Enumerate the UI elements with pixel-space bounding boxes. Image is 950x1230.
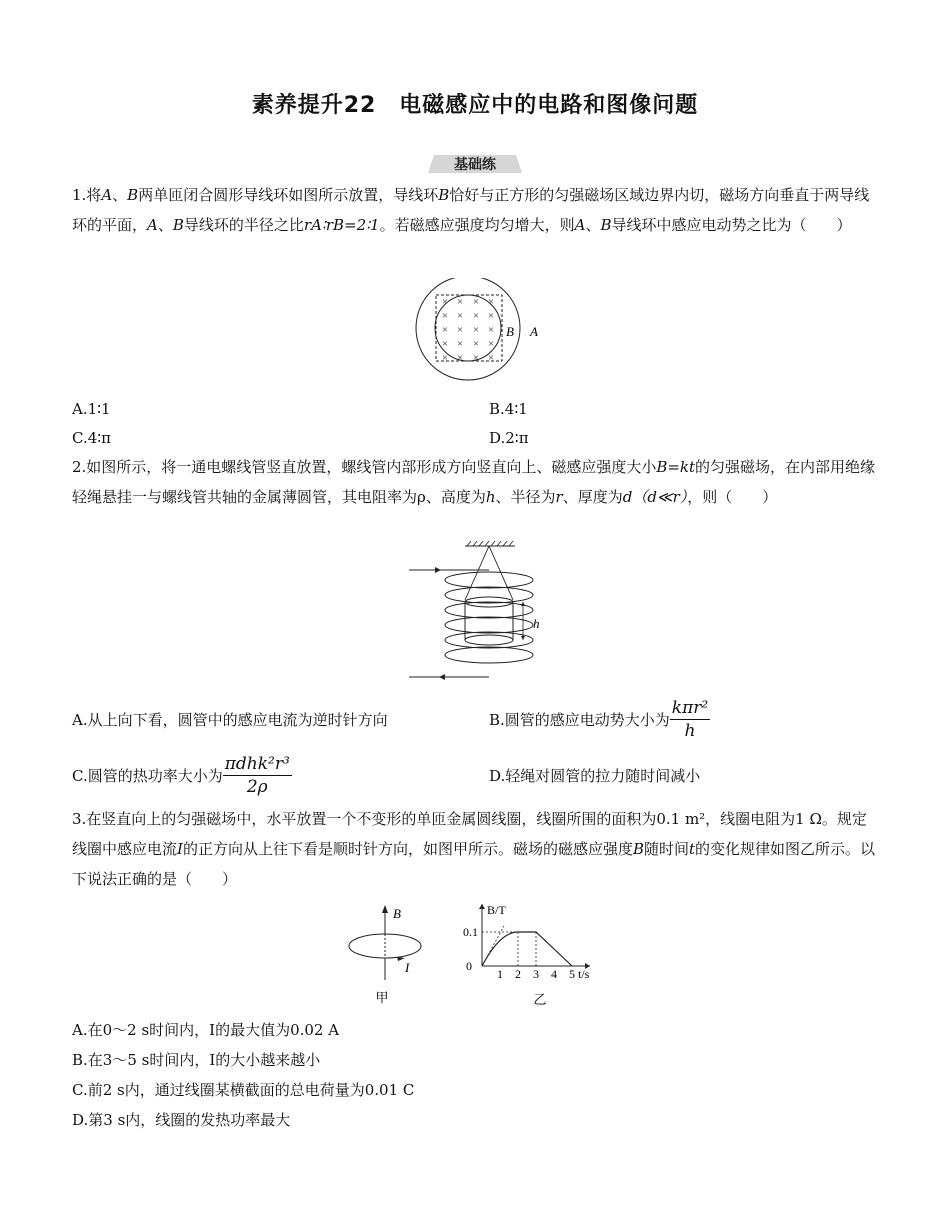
y-axis-label: B/T [487,903,506,917]
svg-text:×: × [472,352,480,364]
coil-figure-jia [345,900,435,1008]
svg-text:×: × [487,310,495,322]
y-axis-arrow [479,904,485,909]
q1-option-c[interactable]: C.4∶π [72,429,112,447]
q3-option-b[interactable]: B.在3～5 s时间内，I的大小越来越小 [72,1051,321,1069]
jia-label-i: I [405,960,410,975]
svg-text:×: × [441,310,449,322]
label-b: B [506,324,514,339]
svg-text:×: × [441,324,449,336]
svg-text:×: × [441,338,449,350]
q3-option-d[interactable]: D.第3 s内，线圈的发热功率最大 [72,1111,291,1129]
page-title: 素养提升22 电磁感应中的电路和图像问题 [251,93,699,118]
q2-option-c-denominator: 2ρ [246,777,268,797]
jia-caption: 甲 [375,990,389,1005]
svg-text:×: × [456,310,464,322]
label-h: h [533,616,540,631]
q1-option-b[interactable]: B.4∶1 [489,400,528,418]
question-1-text: 1.将A、B两单匝闭合圆形导线环如图所示放置，导线环B恰好与正方形的匀强磁场区域边界内切，磁场方向垂直于两导线环的平面，A、B导线环的半径之比rA∶rB=2∶1。若磁感应强度均匀增大，则A、B导线环中感应电动势之比为（ ） [72,186,870,234]
section-badge: 基础练 [454,157,496,173]
q2-option-a[interactable]: A.从上向下看，圆管中的感应电流为逆时针方向 [72,711,388,729]
svg-text:×: × [472,338,480,350]
jia-label-b: B [393,906,401,921]
x-tick-label-5: 5 [569,967,575,981]
b-t-chart [452,896,612,1010]
q3-option-a[interactable]: A.在0～2 s时间内，I的最大值为0.02 A [72,1021,340,1039]
x-tick-label-1: 1 [497,967,503,981]
origin-label: 0 [466,959,472,973]
yi-caption: 乙 [533,992,547,1007]
svg-text:×: × [487,296,495,308]
svg-text:×: × [456,338,464,350]
x-tick-label-3: 3 [533,967,539,981]
svg-text:×: × [456,296,464,308]
x-tick-label-2: 2 [515,967,521,981]
q2-option-c[interactable]: C.圆管的热功率大小为 $\frac{\text{πdhk²r³}}{2\rho}$ [72,754,290,797]
solenoid-figure [405,540,555,685]
y-tick-label: 0.1 [463,925,478,939]
svg-text:×: × [456,324,464,336]
q2-option-b-denominator: h [684,721,696,741]
svg-text:×: × [441,296,449,308]
svg-text:×: × [487,324,495,336]
series-b-line [482,932,572,966]
svg-text:×: × [472,296,480,308]
q2-option-c-numerator: πdhk²r³ [224,754,290,774]
x-axis-label: t/s [578,967,590,981]
question-3-text: 3.在竖直向上的匀强磁场中，水平放置一个不变形的单匝金属圆线圈，线圈所围的面积为0.1 m²，线圈电阻为1 Ω。规定线圈中感应电流I的正方向从上往下看是顺时针方向，如图甲所示。磁场的磁感应强度B随时间t的变化规律如图乙所示。以下说法正确的是（ ） [72,810,876,888]
svg-text:×: × [487,338,495,350]
svg-text:×: × [441,352,449,364]
q1-option-a[interactable]: A.1∶1 [72,400,111,418]
field-crosses [442,296,494,364]
svg-text:×: × [487,352,495,364]
q2-option-d[interactable]: D.轻绳对圆管的拉力随时间减小 [489,767,701,785]
q2-option-b-numerator: kπr² [671,698,709,718]
svg-text:×: × [472,324,480,336]
ring-field-figure [410,278,550,386]
ring-a [416,278,520,380]
svg-text:×: × [472,310,480,322]
question-2-text: 2.如图所示，将一通电螺线管竖直放置，螺线管内部形成方向竖直向上、磁感应强度大小B=kt的匀强磁场，在内部用绝缘轻绳悬挂一与螺线管共轴的金属薄圆管，其电阻率为ρ、高度为h、半径为r、厚度为d（d≪r），则（ ） [72,458,876,506]
svg-text:×: × [456,352,464,364]
q3-option-c[interactable]: C.前2 s内，通过线圈某横截面的总电荷量为0.01 C [72,1081,415,1099]
q2-option-b[interactable]: B.圆管的感应电动势大小为 $\frac{\text{kπr²}}{h}$ [489,698,709,741]
q1-option-d[interactable]: D.2∶π [489,429,529,447]
label-a: A [530,324,538,339]
x-tick-label-4: 4 [551,967,557,981]
